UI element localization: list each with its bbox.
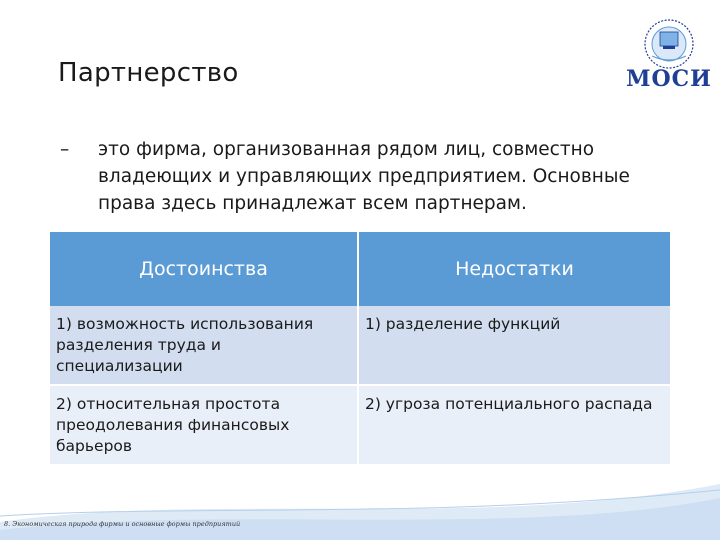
pros-cons-table: [50, 232, 670, 466]
footer-wave-decoration: [0, 470, 720, 540]
table-cell: 2) относительная простота преодолевания финансовых барьеров: [50, 385, 358, 465]
header-advantages: Достоинства: [50, 232, 358, 306]
definition-block: [60, 136, 680, 217]
table-row: [50, 385, 670, 465]
logo-text: МОСИ: [626, 66, 712, 92]
definition-text: это фирма, организованная рядом лиц, совместно владеющих и управляющих предприятием. Основные права здесь принадлежат всем партнерам.: [98, 139, 630, 214]
footer-caption: 8. Экономическая природа фирмы и основные формы предприятий: [4, 520, 241, 528]
table-header-row: [50, 232, 670, 306]
slide-title: Партнерство: [58, 58, 239, 88]
mosi-logo: [624, 16, 714, 96]
table-row: [50, 306, 670, 385]
definition-dash: –: [60, 139, 70, 160]
table-cell: 1) разделение функций: [358, 306, 670, 385]
header-disadvantages: Недостатки: [358, 232, 670, 306]
globe-emblem-icon: [624, 16, 714, 72]
table-cell: 2) угроза потенциального распада: [358, 385, 670, 465]
table-cell: 1) возможность использования разделения труда и специализации: [50, 306, 358, 385]
